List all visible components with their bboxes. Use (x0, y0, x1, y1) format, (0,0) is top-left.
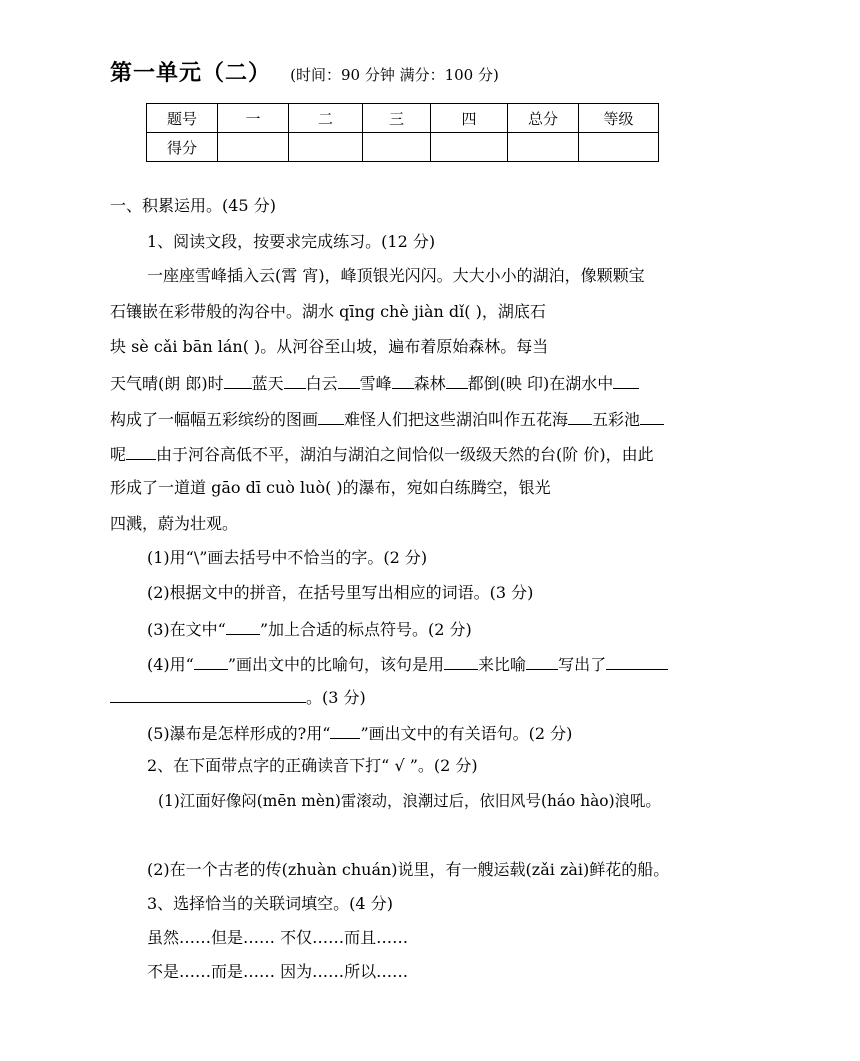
task-text: (3)在文中“ (147, 620, 226, 639)
passage-text: 都倒(映 印)在湖水中 (467, 374, 614, 393)
passage-line: 一座座雪峰插入云(霄 宵)，峰顶银光闪闪。大大小小的湖泊，像颗颗宝 (147, 266, 645, 285)
score-header-cell: 题号 (147, 104, 218, 133)
score-header-cell: 等级 (579, 104, 659, 133)
passage-text: 白云 (305, 374, 338, 393)
answer-blank[interactable] (110, 686, 306, 703)
passage-text: 天气晴(朗 郎)时 (110, 374, 224, 393)
score-cell[interactable] (289, 133, 363, 162)
task-1: (1)用“\”画去括号中不恰当的字。(2 分) (147, 548, 428, 567)
passage-text: 构成了一幅幅五彩缤纷的图画 (110, 410, 319, 429)
score-table (146, 103, 659, 162)
passage-text: 森林 (413, 374, 446, 393)
score-cell[interactable] (363, 133, 431, 162)
passage-line: 石镶嵌在彩带般的沟谷中。湖水 qīng chè jiàn dǐ( )，湖底石 (110, 302, 546, 321)
pinyin-question-1: (1)江面好像闷(mēn mèn)雷滚动，浪潮过后，依旧风号(háo hào)浪吼。 (158, 792, 661, 810)
passage-text: 五彩池 (592, 410, 641, 429)
punctuation-blank[interactable] (126, 443, 156, 460)
answer-blank[interactable] (526, 653, 558, 670)
task-2: (2)根据文中的拼音，在括号里写出相应的词语。(3 分) (147, 583, 534, 602)
score-cell[interactable] (431, 133, 508, 162)
punctuation-blank[interactable] (568, 408, 592, 425)
task-text: (4)用“ (147, 655, 194, 674)
task-blank (330, 722, 360, 739)
score-header-cell: 四 (431, 104, 508, 133)
question-heading: 2、在下面带点字的正确读音下打“ √ ”。(2 分) (147, 756, 478, 775)
task-text: 写出了 (558, 655, 607, 674)
score-row-label: 得分 (147, 133, 218, 162)
passage-line (110, 372, 639, 394)
task-5 (147, 722, 572, 744)
punctuation-blank[interactable] (338, 372, 360, 389)
passage-line: 块 sè cǎi bān lán( )。从河谷至山坡，遍布着原始森林。每当 (110, 337, 549, 356)
passage-text: 蓝天 (251, 374, 284, 393)
punctuation-blank[interactable] (392, 372, 414, 389)
passage-text: 由于河谷高低不平，湖泊与湖泊之间恰似一级级天然的台(阶 价)，由此 (156, 445, 654, 464)
punctuation-blank[interactable] (613, 372, 639, 389)
passage-line (110, 408, 664, 430)
header (110, 56, 499, 87)
punctuation-blank[interactable] (224, 372, 252, 389)
page-title: 第一单元（二） (110, 61, 272, 86)
passage-line: 四溅，蔚为壮观。 (110, 514, 239, 533)
task-text: (5)瀑布是怎样形成的?用“ (147, 724, 331, 743)
task-blank (226, 618, 260, 635)
question-heading: 1、阅读文段，按要求完成练习。(12 分) (147, 232, 436, 251)
answer-blank[interactable] (606, 653, 668, 670)
passage-text: 雪峰 (359, 374, 392, 393)
task-4-continued (110, 686, 366, 708)
punctuation-blank[interactable] (284, 372, 306, 389)
passage-text: 难怪人们把这些湖泊叫作五花海 (344, 410, 569, 429)
question-heading: 3、选择恰当的关联词填空。(4 分) (147, 894, 393, 913)
passage-line: 形成了一道道 gāo dī cuò luò( )的瀑布，宛如白练腾空，银光 (110, 478, 551, 497)
pinyin-question-2: (2)在一个古老的传(zhuàn chuán)说里，有一艘运载(zǎi zài)鲜花的船。 (147, 860, 670, 879)
passage-text: 呢 (110, 445, 127, 464)
punctuation-blank[interactable] (640, 408, 664, 425)
score-table-header-row (147, 104, 659, 133)
score-header-cell: 二 (289, 104, 363, 133)
task-text: 。(3 分) (306, 688, 366, 707)
punctuation-blank[interactable] (318, 408, 344, 425)
task-text: ”画出文中的比喻句，该句是用 (227, 655, 445, 674)
task-3 (147, 618, 472, 640)
conjunction-options-row: 不是……而是…… 因为……所以…… (147, 962, 409, 981)
score-header-cell: 三 (363, 104, 431, 133)
time-score-info: (时间：90 分钟 满分：100 分) (290, 66, 499, 84)
score-header-cell: 总分 (508, 104, 579, 133)
section-heading: 一、积累运用。(45 分) (110, 196, 276, 215)
answer-blank[interactable] (444, 653, 478, 670)
task-blank (194, 653, 228, 670)
passage-line (110, 443, 654, 465)
conjunction-options-row: 虽然……但是…… 不仅……而且…… (147, 928, 409, 947)
task-text: 来比喻 (478, 655, 527, 674)
score-header-cell: 一 (218, 104, 289, 133)
task-text: ”画出文中的有关语句。(2 分) (360, 724, 573, 743)
score-cell[interactable] (508, 133, 579, 162)
punctuation-blank[interactable] (446, 372, 468, 389)
task-text: ”加上合适的标点符号。(2 分) (259, 620, 472, 639)
score-cell[interactable] (218, 133, 289, 162)
score-cell[interactable] (579, 133, 659, 162)
task-4 (147, 653, 668, 675)
score-table-row (147, 133, 659, 162)
